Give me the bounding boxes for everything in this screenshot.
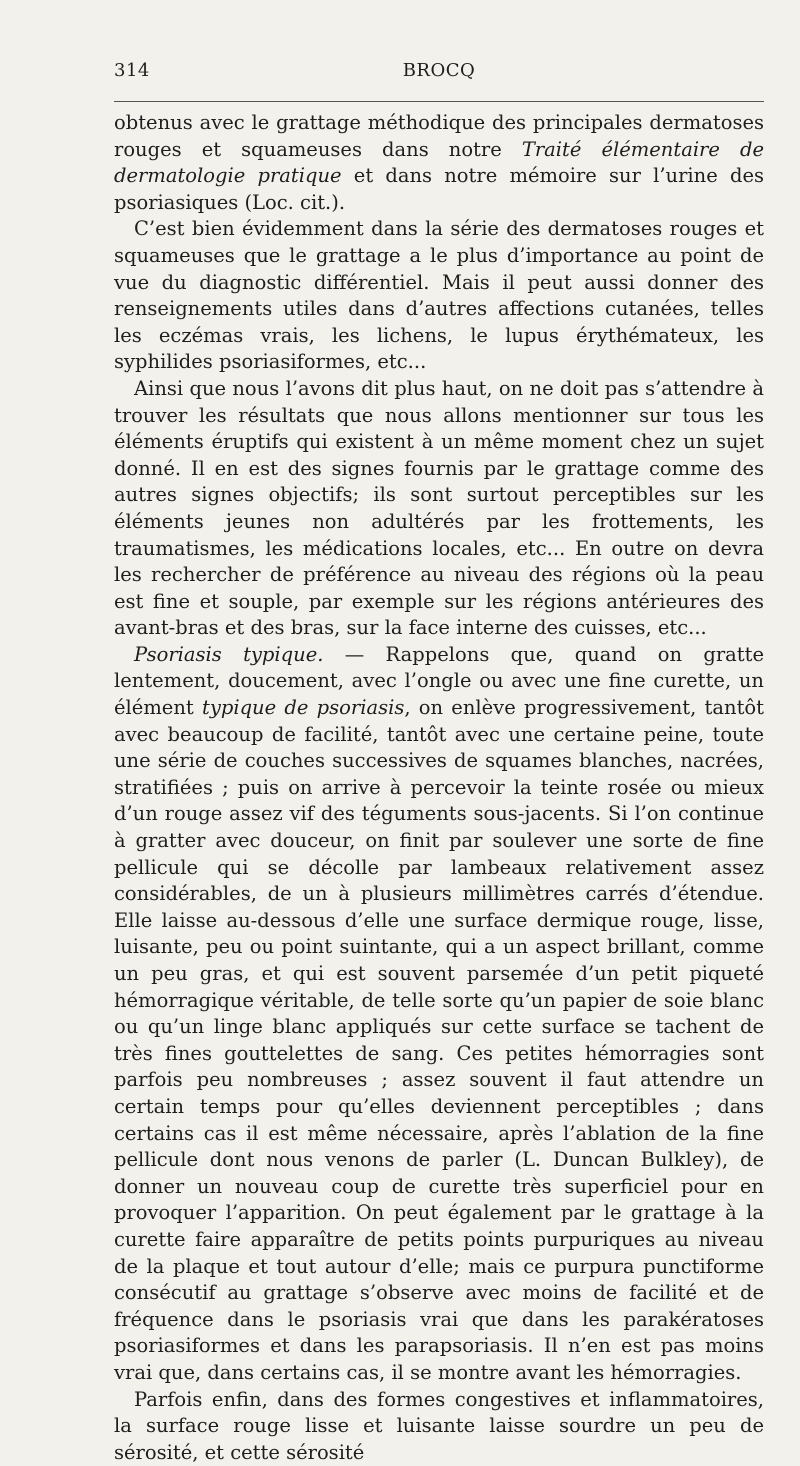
text-run: C’est bien évidemment dans la série des dermatoses rouges et squameuses que le grattage a le plus d’importance au point de vue du diagnostic différentiel. Mais il peut aussi donner des renseignements utiles dans d’autres affections cutanées, telles les eczémas vrais, les lichens, le lupus érythémateux, les syphilides psoriasiformes, etc... bbox=[114, 217, 764, 373]
text-run: Ainsi que nous l’avons dit plus haut, on ne doit pas s’attendre à trouver les résultats que nous allons mentionner sur tous les éléments éruptifs qui existent à un même moment chez un sujet donné. Il en est des signes fournis par le grattage comme des autres signes objectifs; ils sont surtout perceptibles sur les éléments jeunes non adultérés par les frottements, les traumatismes, les médications locales, etc... En outre on devra les rechercher de préférence au niveau des régions où la peau est fine et souple, par exemple sur les régions antérieures des avant-bras et des bras, sur la face interne des cuisses, etc... bbox=[114, 377, 764, 639]
italic-text: Traité élémentaire de dermatologie pratique bbox=[114, 138, 764, 188]
paragraph bbox=[114, 1387, 764, 1466]
page-number: 314 bbox=[114, 60, 150, 81]
text-run: Parfois enfin, dans des formes congestives et inflammatoires, la surface rouge lisse et luisante laisse sourdre un peu de sérosité, et cette sérosité bbox=[114, 1388, 764, 1464]
text-run: , on enlève progressivement, tantôt avec beaucoup de facilité, tantôt avec une certaine peine, toute une série de couches successives de squames blanches, nacrées, stratifiées ; puis on arrive à percevoir la teinte rosée ou mieux d’un rouge assez vif des téguments sous-jacents. Si l’on continue à gratter avec douceur, on finit par soulever une sorte de fine pellicule qui se décolle par lambeaux relativement assez considérables, de un à plusieurs millimètres carrés d’étendue. Elle laisse au-dessous d’elle une surface dermique rouge, lisse, luisante, peu ou point suintante, qui a un aspect brillant, comme un peu gras, et qui est souvent parsemée d’un petit piqueté hémorragique véritable, de telle sorte qu’un papier de soie blanc ou qu’un linge blanc appliqués sur cette surface se tachent de très fines gouttelettes de sang. Ces petites hémorragies sont parfois peu nombreuses ; assez souvent il faut attendre un certain temps pour qu’elles deviennent perceptibles ; dans certains cas il est même nécessaire, après l’ablation de la fine pellicule dont nous venons de parler (L. Duncan Bulkley), de donner un nouveau coup de curette très superficiel pour en provoquer l’apparition. On peut également par le grattage à la curette faire apparaître de petits points purpuriques au niveau de la plaque et tout autour d’elle; mais ce purpura punctiforme consécutif au grattage s’observe avec moins de facilité et de fréquence dans le psoriasis vrai que dans les parakératoses psoriasiformes et dans les parapsoriasis. Il n’en est pas moins vrai que, dans certains cas, il se montre avant les hémorragies. bbox=[114, 696, 764, 1384]
paragraph bbox=[114, 110, 764, 216]
text-run: — Rappelons que, quand on gratte lentement, doucement, avec l’ongle ou avec une fine curette, un élément bbox=[114, 643, 764, 719]
paragraph bbox=[114, 216, 764, 376]
text-run: et dans notre mémoire sur l’urine des psoriasiques (Loc. cit.). bbox=[114, 164, 764, 214]
running-head: BROCQ bbox=[114, 60, 764, 81]
italic-text: typique de psoriasis bbox=[202, 696, 404, 719]
paragraph bbox=[114, 376, 764, 642]
page-header bbox=[114, 60, 764, 90]
header-rule bbox=[114, 101, 764, 102]
italic-text: Psoriasis typique. bbox=[134, 643, 323, 666]
paragraph bbox=[114, 642, 764, 1387]
body-text bbox=[114, 110, 764, 1466]
text-run: obtenus avec le grattage méthodique des principales dermatoses rouges et squameuses dans notre bbox=[114, 111, 764, 161]
